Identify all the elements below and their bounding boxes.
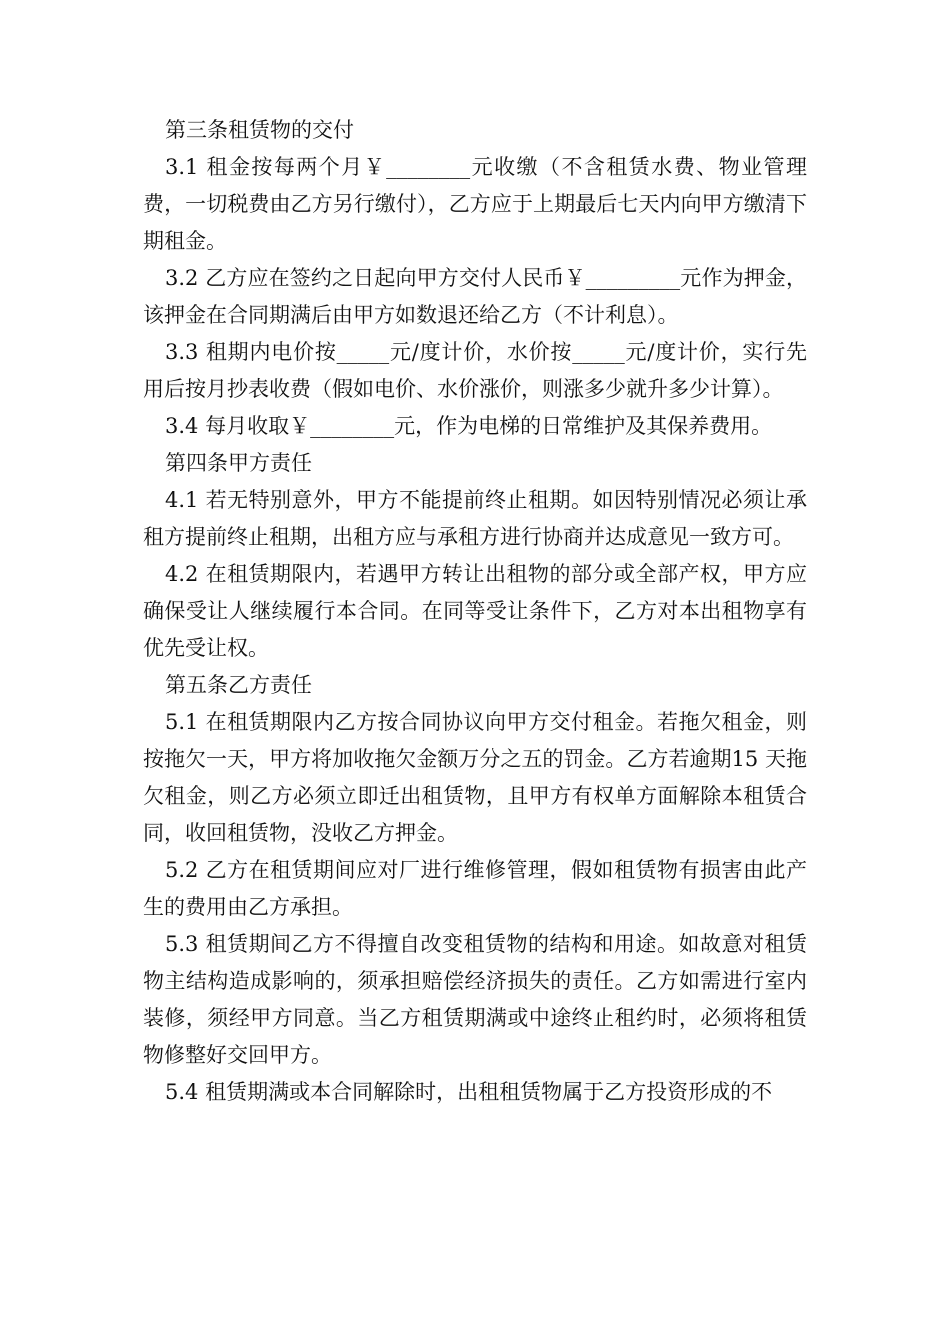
section-heading: 第五条乙方责任 <box>165 673 312 697</box>
clause-5-3: 5.3 租赁期间乙方不得擅自改变租赁物的结构和用途。如故意对租赁物主结构造成影响的，须承担赔偿经济损失的责任。乙方如需进行室内装修，须经甲方同意。当乙方租赁期满或中途终止租约时，必须将租赁物修整好交回甲方。 <box>143 932 807 1067</box>
section-heading: 第四条甲方责任 <box>165 451 312 475</box>
clause-3-4: 3.4 每月收取￥________元，作为电梯的日常维护及其保养费用。 <box>165 414 773 438</box>
clause-3-1: 3.1 租金按每两个月￥________元收缴（不含租赁水费、物业管理费，一切税费由乙方另行缴付），乙方应于上期最后七天内向甲方缴清下期租金。 <box>143 155 807 253</box>
clause-4-1: 4.1 若无特别意外，甲方不能提前终止租期。如因特别情况必须让承租方提前终止租期，出租方应与承租方进行协商并达成意见一致方可。 <box>143 488 807 549</box>
clause-5-2: 5.2 乙方在租赁期间应对厂进行维修管理，假如租赁物有损害由此产生的费用由乙方承担。 <box>143 858 807 919</box>
document-body <box>143 112 807 1111</box>
clause-3-2: 3.2 乙方应在签约之日起向甲方交付人民币￥_________元作为押金，该押金在合同期满后由甲方如数退还给乙方（不计利息）。 <box>143 266 807 327</box>
section-heading: 第三条租赁物的交付 <box>165 118 354 142</box>
clause-4-2: 4.2 在租赁期限内，若遇甲方转让出租物的部分或全部产权，甲方应确保受让人继续履行本合同。在同等受让条件下，乙方对本出租物享有优先受让权。 <box>143 562 807 660</box>
clause-3-3: 3.3 租期内电价按_____元/度计价，水价按_____元/度计价，实行先用后按月抄表收费（假如电价、水价涨价，则涨多少就升多少计算）。 <box>143 340 807 401</box>
clause-5-4: 5.4 租赁期满或本合同解除时，出租租赁物属于乙方投资形成的不 <box>165 1080 773 1104</box>
clause-5-1: 5.1 在租赁期限内乙方按合同协议向甲方交付租金。若拖欠租金，则按拖欠一天，甲方将加收拖欠金额万分之五的罚金。乙方若逾期15 天拖欠租金，则乙方必须立即迁出租赁物，且甲方有权单方面解除本租赁合同，收回租赁物，没收乙方押金。 <box>143 710 807 845</box>
